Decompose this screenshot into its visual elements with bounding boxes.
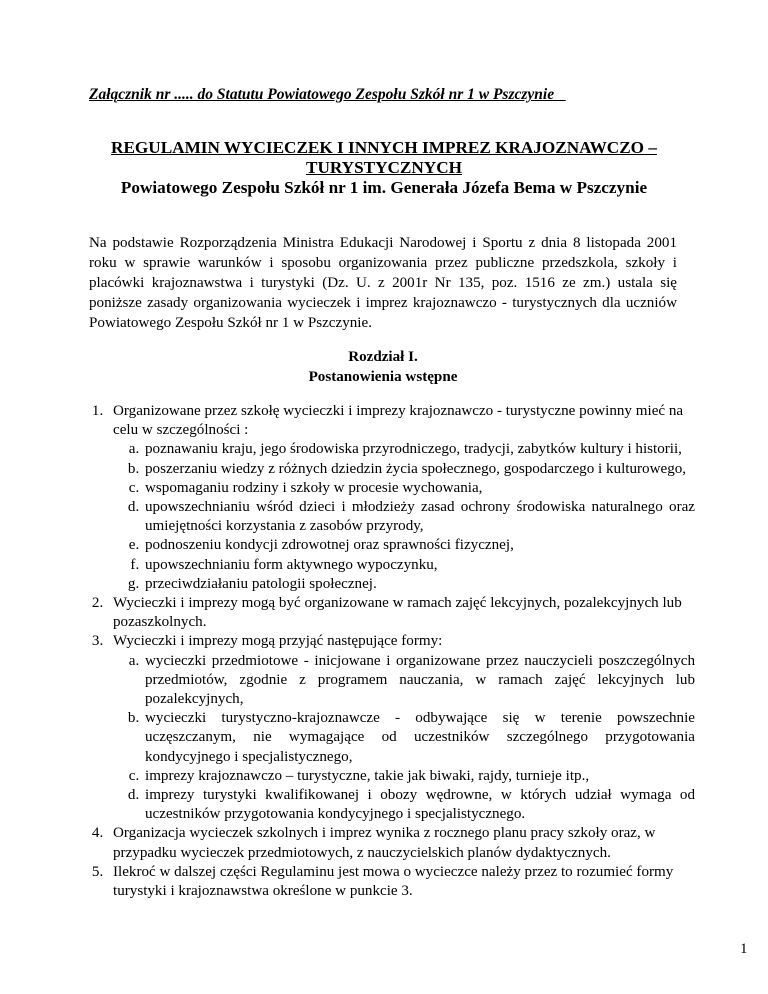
provision-text: Wycieczki i imprezy mogą przyjąć następujące formy:	[113, 633, 443, 650]
forms-sublist	[113, 652, 695, 825]
sub-item: c. wspomaganiu rodziny i szkoły w procesie wychowania,	[143, 479, 695, 498]
chapter-heading	[89, 347, 677, 387]
provision-1	[107, 402, 695, 594]
sub-item: a. wycieczki przedmiotowe - inicjowane i organizowane przez nauczycieli poszczególnych przedmiotów, zgodnie z programem nauczania, w ramach zajęć lekcyjnych lub pozalekcyjnych,	[143, 652, 695, 710]
chapter-number: Rozdział I.	[348, 349, 418, 365]
provision-text: Organizacja wycieczek szkolnych i imprez wynika z rocznego planu pracy szkoły oraz, w przypadku wycieczek przedmiotowych, z nauczycielskich planów dydaktycznych.	[113, 825, 656, 861]
provision-5	[107, 863, 695, 901]
provision-3	[107, 632, 695, 824]
provision-text: Wycieczki i imprezy mogą być organizowane w ramach zajęć lekcyjnych, pozalekcyjnych lub pozaszkolnych.	[113, 595, 682, 631]
sub-item: g. przeciwdziałaniu patologii społecznej.	[143, 575, 695, 594]
provision-2	[107, 594, 695, 632]
page-number: 1	[740, 941, 748, 957]
chapter-title: Postanowienia wstępne	[308, 369, 458, 385]
title-line-1: REGULAMIN WYCIECZEK I INNYCH IMPREZ KRAJOZNAWCZO –	[111, 138, 657, 157]
document-title	[60, 138, 708, 198]
goals-sublist	[113, 440, 695, 594]
sub-item: d. upowszechnianiu wśród dzieci i młodzieży zasad ochrony środowiska naturalnego oraz umiejętności korzystania z zasobów przyrody,	[143, 498, 695, 536]
sub-item: d. imprezy turystyki kwalifikowanej i obozy wędrowne, w których udział wymaga od uczestników przygotowania kondycyjnego i specjalistycznego.	[143, 786, 695, 824]
sub-item: e. podnoszeniu kondycji zdrowotnej oraz sprawności fizycznej,	[143, 536, 695, 555]
intro-paragraph: Na podstawie Rozporządzenia Ministra Edukacji Narodowej i Sportu z dnia 8 listopada 2001 roku w sprawie warunków i sposobu organizowania przez publiczne przedszkola, szkoły i placówki krajoznawstwa i turystyki (Dz. U. z 2001r Nr 135, poz. 1516 ze zm.) ustala się poniższe zasady organizowania wycieczek i imprez krajoznawczo - turystycznych dla uczniów Powiatowego Zespołu Szkół nr 1 w Pszczynie.	[89, 235, 677, 331]
provision-4	[107, 824, 695, 862]
annex-heading: Załącznik nr ..... do Statutu Powiatowego Zespołu Szkół nr 1 w Pszczynie	[89, 86, 566, 103]
sub-item: a. poznawaniu kraju, jego środowiska przyrodniczego, tradycji, zabytków kultury i historii,	[143, 440, 695, 459]
title-line-3: Powiatowego Zespołu Szkół nr 1 im. Generała Józefa Bema w Pszczynie	[120, 178, 648, 197]
title-line-2: TURYSTYCZNYCH	[305, 158, 462, 177]
sub-item: f. upowszechnianiu form aktywnego wypoczynku,	[143, 556, 695, 575]
sub-item: c. imprezy krajoznawczo – turystyczne, takie jak biwaki, rajdy, turnieje itp.,	[143, 767, 695, 786]
provision-text: Organizowane przez szkołę wycieczki i imprezy krajoznawczo - turystyczne powinny mieć na celu w szczególności :	[113, 403, 684, 439]
provisions-list	[89, 402, 695, 901]
provision-text: Ilekroć w dalszej części Regulaminu jest mowa o wycieczce należy przez to rozumieć formy turystyki i krajoznawstwa określone w punkcie 3.	[113, 863, 674, 900]
sub-item: b. wycieczki turystyczno-krajoznawcze - odbywające się w terenie powszechnie uczęszczanym, nie wymagające od uczestników szczególnego przygotowania kondycyjnego i specjalistycznego,	[143, 709, 695, 767]
sub-item: b. poszerzaniu wiedzy z różnych dziedzin życia społecznego, gospodarczego i kulturowego,	[143, 460, 695, 479]
